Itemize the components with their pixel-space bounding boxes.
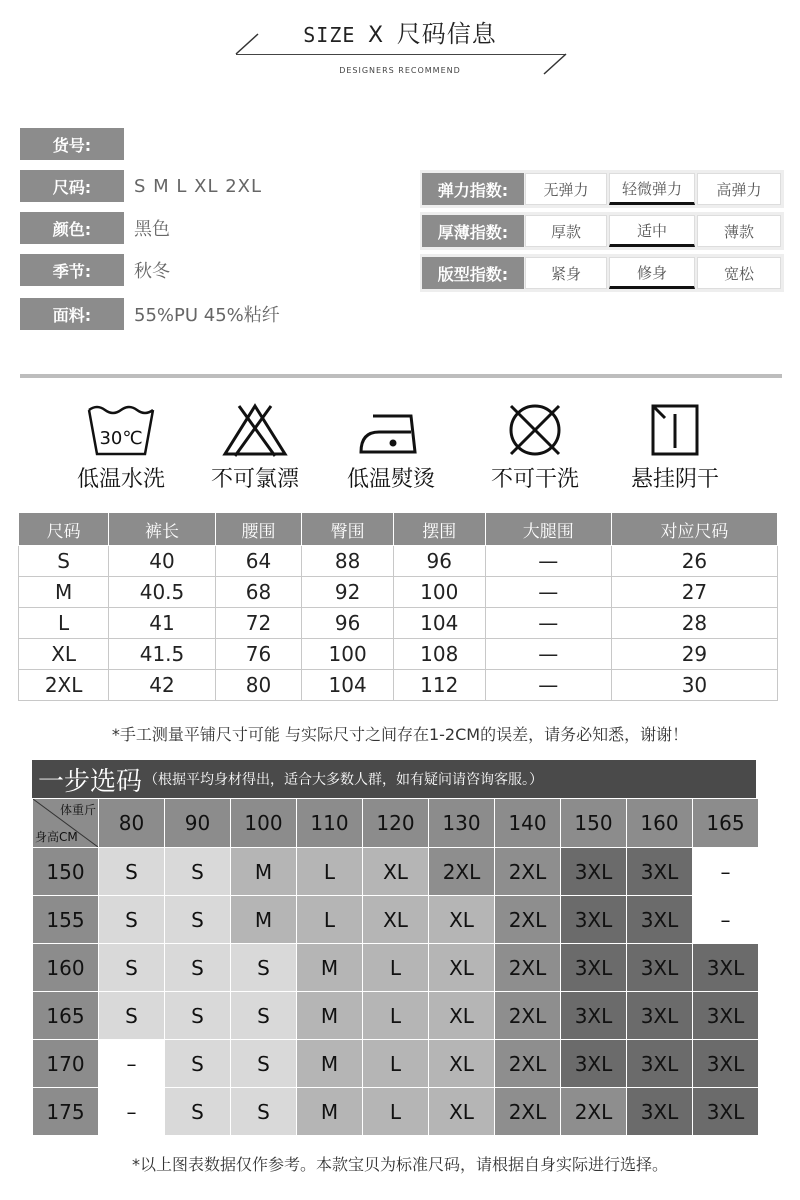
size-cell: M	[297, 1040, 363, 1088]
col-hip: 臀围	[302, 513, 394, 546]
height-header: 170	[33, 1040, 99, 1088]
table-cell: 30	[611, 670, 777, 701]
size-cell: 2XL	[495, 944, 561, 992]
title-en: SIZE	[303, 23, 356, 47]
care-wash	[56, 402, 186, 493]
size-cell: S	[99, 992, 165, 1040]
size-cell: S	[231, 1040, 297, 1088]
table-row	[19, 546, 778, 577]
size-cell: XL	[429, 944, 495, 992]
height-row	[33, 896, 759, 944]
index-label-elasticity: 弹力指数:	[422, 173, 524, 205]
size-cell: S	[231, 944, 297, 992]
size-cell: 2XL	[495, 992, 561, 1040]
size-cell: 2XL	[495, 1040, 561, 1088]
table-cell: 104	[393, 608, 485, 639]
care-bleach	[190, 402, 320, 493]
index-option: 厚款	[525, 215, 607, 247]
height-row	[33, 1088, 759, 1136]
height-header: 160	[33, 944, 99, 992]
col-equiv: 对应尺码	[611, 513, 777, 546]
size-cell: XL	[429, 1088, 495, 1136]
index-label-fit: 版型指数:	[422, 257, 524, 289]
size-cell: 2XL	[495, 1088, 561, 1136]
col-size: 尺码	[19, 513, 109, 546]
wash-temp: 30℃	[99, 428, 143, 449]
wash-30-icon	[83, 402, 159, 458]
weight-header: 90	[165, 799, 231, 848]
size-cell: 3XL	[627, 848, 693, 896]
col-hem: 摆围	[393, 513, 485, 546]
size-table	[18, 512, 778, 701]
table-cell: 72	[215, 608, 302, 639]
weight-row	[33, 799, 759, 848]
table-cell: 27	[611, 577, 777, 608]
size-cell: XL	[363, 848, 429, 896]
section-divider	[20, 374, 782, 378]
table-cell: 92	[302, 577, 394, 608]
index-option-selected: 轻微弹力	[609, 173, 695, 205]
size-cell: S	[165, 944, 231, 992]
table-cell: 96	[393, 546, 485, 577]
size-cell: M	[231, 848, 297, 896]
size-cell: –	[693, 848, 759, 896]
corner-height-label: 身高CM	[35, 830, 78, 844]
size-cell: S	[165, 992, 231, 1040]
size-cell: L	[363, 992, 429, 1040]
size-cell: S	[165, 896, 231, 944]
table-row	[19, 670, 778, 701]
size-cell: S	[99, 848, 165, 896]
reference-note: *以上图表数据仅作参考。本款宝贝为标准尺码，请根据自身实际进行选择。	[131, 1155, 668, 1174]
col-waist: 腰围	[215, 513, 302, 546]
table-row	[19, 608, 778, 639]
label-season: 季节:	[20, 254, 124, 286]
size-cell: 3XL	[561, 992, 627, 1040]
size-cell: 3XL	[693, 992, 759, 1040]
quick-pick-table	[32, 798, 759, 1136]
index-label-thickness: 厚薄指数:	[422, 215, 524, 247]
corner-weight-label: 体重斤	[59, 803, 96, 817]
size-cell: 3XL	[693, 1088, 759, 1136]
height-row	[33, 944, 759, 992]
weight-header: 120	[363, 799, 429, 848]
size-cell: S	[99, 944, 165, 992]
table-cell: XL	[19, 639, 109, 670]
index-option: 无弹力	[525, 173, 607, 205]
size-cell: XL	[429, 896, 495, 944]
table-cell: —	[485, 546, 611, 577]
size-cell: 3XL	[627, 944, 693, 992]
table-cell: 29	[611, 639, 777, 670]
care-dry-clean	[470, 402, 600, 493]
table-cell: 41	[109, 608, 216, 639]
size-cell: M	[297, 944, 363, 992]
size-cell: L	[297, 848, 363, 896]
size-cell: L	[297, 896, 363, 944]
table-cell: 28	[611, 608, 777, 639]
index-option: 紧身	[525, 257, 607, 289]
care-label: 悬挂阴干	[630, 467, 719, 492]
height-header: 155	[33, 896, 99, 944]
table-cell: —	[485, 670, 611, 701]
height-header: 150	[33, 848, 99, 896]
table-cell: 41.5	[109, 639, 216, 670]
table-cell: 64	[215, 546, 302, 577]
size-cell: –	[693, 896, 759, 944]
index-option-selected: 修身	[609, 257, 695, 289]
label-fabric: 面料:	[20, 298, 124, 330]
value-season: 秋冬	[134, 261, 170, 282]
hang-dry-shade-icon	[637, 402, 713, 458]
size-cell: S	[165, 848, 231, 896]
care-label: 低温熨烫	[346, 467, 435, 492]
care-iron	[326, 402, 456, 493]
care-label: 不可氯漂	[210, 467, 299, 492]
label-color: 颜色:	[20, 212, 124, 244]
height-row	[33, 992, 759, 1040]
title-x: X	[368, 23, 385, 48]
index-option-selected: 适中	[609, 215, 695, 247]
weight-header: 165	[693, 799, 759, 848]
size-cell: XL	[429, 992, 495, 1040]
table-cell: 2XL	[19, 670, 109, 701]
quick-pick-title: 一步选码	[38, 766, 143, 797]
index-option: 高弹力	[697, 173, 781, 205]
size-cell: 3XL	[627, 992, 693, 1040]
table-cell: L	[19, 608, 109, 639]
table-row	[19, 639, 778, 670]
table-cell: 40.5	[109, 577, 216, 608]
size-cell: 3XL	[561, 944, 627, 992]
size-cell: 3XL	[627, 896, 693, 944]
size-cell: –	[99, 1088, 165, 1136]
size-cell: 2XL	[561, 1088, 627, 1136]
care-label: 低温水洗	[76, 467, 165, 492]
table-cell: —	[485, 608, 611, 639]
table-cell: 96	[302, 608, 394, 639]
size-cell: XL	[363, 896, 429, 944]
size-cell: 3XL	[627, 1088, 693, 1136]
size-cell: 3XL	[693, 944, 759, 992]
size-cell: M	[297, 992, 363, 1040]
index-option: 宽松	[697, 257, 781, 289]
size-table-header	[19, 513, 778, 546]
weight-header: 110	[297, 799, 363, 848]
table-cell: S	[19, 546, 109, 577]
measurement-note: *手工测量平铺尺寸可能 与实际尺寸之间存在1-2CM的误差，请务必知悉，谢谢！	[111, 725, 689, 744]
no-dry-clean-icon	[497, 402, 573, 458]
table-row	[19, 577, 778, 608]
weight-header: 100	[231, 799, 297, 848]
table-cell: 88	[302, 546, 394, 577]
header-slashes	[0, 0, 800, 90]
corner-cell	[33, 799, 99, 848]
size-cell: 3XL	[693, 1040, 759, 1088]
size-cell: L	[363, 944, 429, 992]
size-cell: S	[231, 1088, 297, 1136]
table-cell: 68	[215, 577, 302, 608]
size-cell: 2XL	[495, 848, 561, 896]
title-cn: 尺码信息	[396, 20, 497, 48]
table-cell: 26	[611, 546, 777, 577]
table-cell: —	[485, 639, 611, 670]
low-iron-icon	[353, 402, 429, 458]
size-cell: XL	[429, 1040, 495, 1088]
height-header: 165	[33, 992, 99, 1040]
table-cell: 100	[302, 639, 394, 670]
table-cell: —	[485, 577, 611, 608]
label-item-no: 货号:	[20, 128, 124, 160]
height-row	[33, 848, 759, 896]
weight-header: 150	[561, 799, 627, 848]
size-cell: 3XL	[561, 1040, 627, 1088]
size-cell: S	[165, 1088, 231, 1136]
weight-header: 130	[429, 799, 495, 848]
table-cell: 40	[109, 546, 216, 577]
care-label: 不可干洗	[490, 467, 579, 492]
size-cell: S	[231, 992, 297, 1040]
quick-pick-header	[32, 760, 756, 798]
page-subtitle: DESIGNERS RECOMMEND	[339, 66, 461, 75]
index-option: 薄款	[697, 215, 781, 247]
size-cell: 3XL	[627, 1040, 693, 1088]
value-size: S M L XL 2XL	[134, 175, 263, 197]
height-row	[33, 1040, 759, 1088]
weight-header: 80	[99, 799, 165, 848]
size-cell: S	[99, 896, 165, 944]
size-cell: S	[165, 1040, 231, 1088]
size-cell: L	[363, 1040, 429, 1088]
value-fabric: 55%PU 45%粘纤	[134, 305, 280, 326]
label-size: 尺码:	[20, 170, 124, 202]
table-cell: 108	[393, 639, 485, 670]
table-cell: 112	[393, 670, 485, 701]
table-cell: 76	[215, 639, 302, 670]
weight-header: 140	[495, 799, 561, 848]
table-cell: M	[19, 577, 109, 608]
care-hang-dry	[610, 402, 740, 493]
size-cell: 2XL	[495, 896, 561, 944]
size-cell: L	[363, 1088, 429, 1136]
no-bleach-icon	[217, 402, 293, 458]
table-cell: 42	[109, 670, 216, 701]
height-header: 175	[33, 1088, 99, 1136]
value-color: 黑色	[134, 219, 170, 240]
table-cell: 104	[302, 670, 394, 701]
quick-pick-subtitle: （根据平均身材得出，适合大多数人群，如有疑问请咨询客服。）	[144, 772, 544, 788]
size-cell: M	[297, 1088, 363, 1136]
col-length: 裤长	[109, 513, 216, 546]
table-cell: 80	[215, 670, 302, 701]
size-cell: 3XL	[561, 896, 627, 944]
size-cell: M	[231, 896, 297, 944]
weight-header: 160	[627, 799, 693, 848]
size-cell: –	[99, 1040, 165, 1088]
size-cell: 2XL	[429, 848, 495, 896]
col-thigh: 大腿围	[485, 513, 611, 546]
table-cell: 100	[393, 577, 485, 608]
size-cell: 3XL	[561, 848, 627, 896]
